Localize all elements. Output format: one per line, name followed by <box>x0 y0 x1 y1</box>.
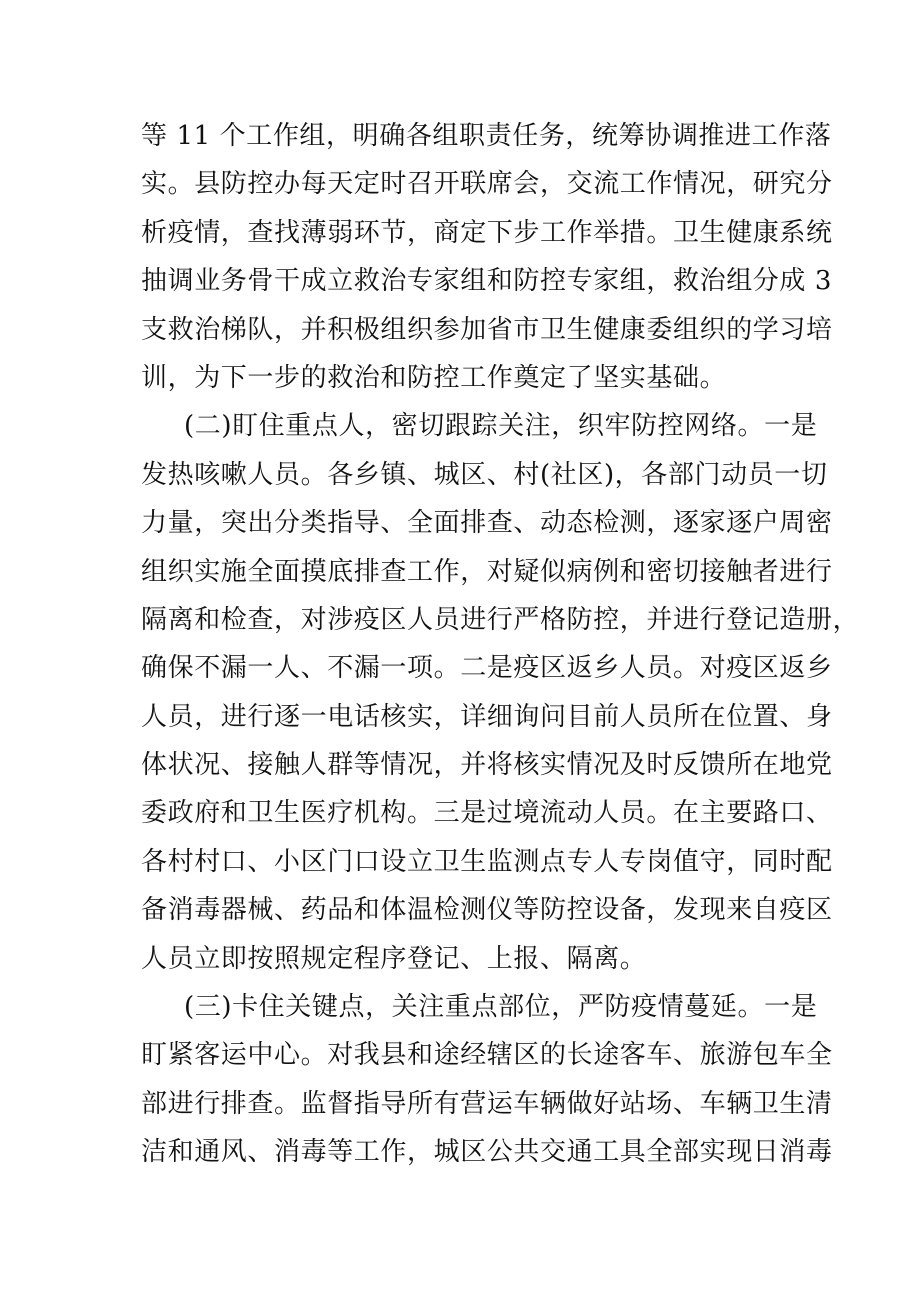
text-line: 力量，突出分类指导、全面排查、动态检测，逐家逐户周密 <box>141 508 833 539</box>
text-line: 人员立即按照规定程序登记、上报、隔离。 <box>141 943 647 974</box>
text-line: 组织实施全面摸底排查工作，对疑似病例和密切接触者进行 <box>141 556 833 587</box>
text-line: 备消毒器械、药品和体温检测仪等防控设备，发现来自疫区 <box>141 895 833 926</box>
document-body <box>0 112 920 1177</box>
text-line: 盯紧客运中心。对我县和途经辖区的长途客车、旅游包车全 <box>141 1040 833 1071</box>
paragraph-heading-line: (二)盯住重点人，密切跟踪关注，织牢防控网络。一是 <box>184 411 818 442</box>
text-line: 析疫情，查找薄弱环节，商定下步工作举措。卫生健康系统 <box>141 217 833 248</box>
text-line: 支救治梯队，并积极组织参加省市卫生健康委组织的学习培 <box>141 314 833 345</box>
text-line: 实。县防控办每天定时召开联席会，交流工作情况，研究分 <box>141 169 833 200</box>
text-line: 人员，进行逐一电话核实，详细询问目前人员所在位置、身 <box>141 701 833 732</box>
text-line: 各村村口、小区门口设立卫生监测点专人专岗值守，同时配 <box>141 846 833 877</box>
text-line: 部进行排查。监督指导所有营运车辆做好站场、车辆卫生清 <box>141 1088 833 1119</box>
text-line: 隔离和检查，对涉疫区人员进行严格防控，并进行登记造册， <box>141 604 860 635</box>
text-line: 等 11 个工作组，明确各组职责任务，统筹协调推进工作落 <box>141 121 832 151</box>
text-line: 体状况、接触人群等情况，并将核实情况及时反馈所在地党 <box>141 750 833 781</box>
text-line: 训，为下一步的救治和防控工作奠定了坚实基础。 <box>141 362 727 393</box>
text-line: 洁和通风、消毒等工作，城区公共交通工具全部实现日消毒 <box>141 1137 833 1168</box>
text-line: 委政府和卫生医疗机构。三是过境流动人员。在主要路口、 <box>141 798 833 829</box>
text-line: 抽调业务骨干成立救治专家组和防控专家组，救治组分成 3 <box>141 266 833 297</box>
paragraph-heading-line: (三)卡住关键点，关注重点部位，严防疫情蔓延。一是 <box>184 992 818 1023</box>
text-line: 发热咳嗽人员。各乡镇、城区、村(社区)，各部门动员一切 <box>141 459 828 490</box>
text-line: 确保不漏一人、不漏一项。二是疫区返乡人员。对疫区返乡 <box>141 653 833 684</box>
